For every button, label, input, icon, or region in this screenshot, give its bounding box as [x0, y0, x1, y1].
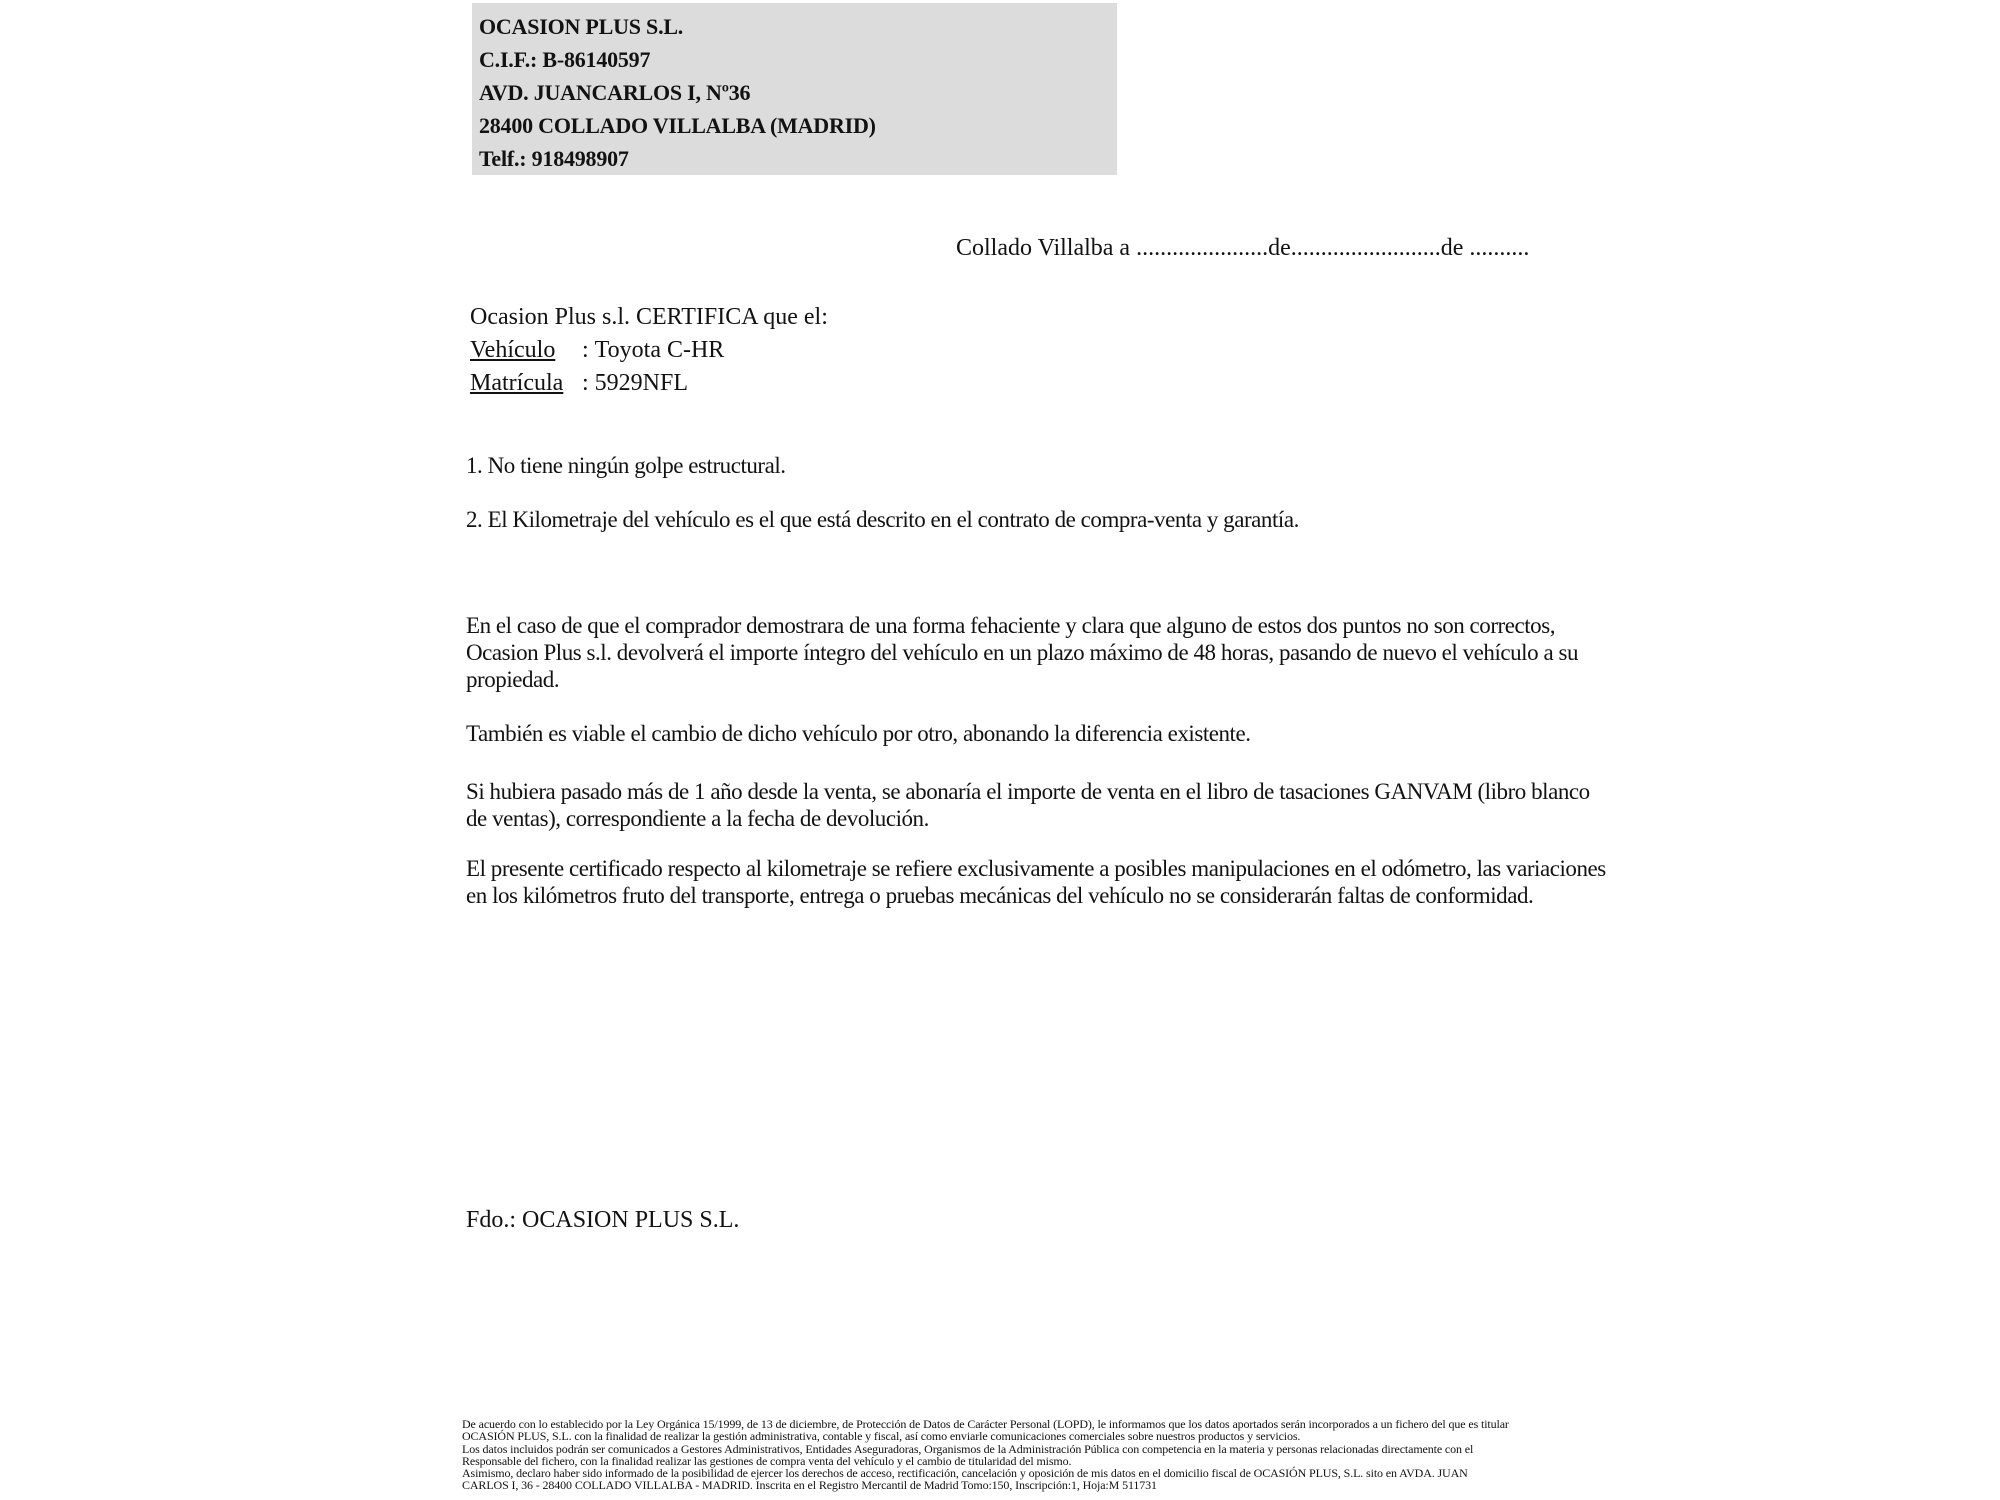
- paragraph-odometer: El presente certificado respecto al kilometraje se refiere exclusivamente a posibles manipulaciones en el odómetro, las variaciones en los kilómetros fruto del transporte, entrega o pruebas mecánicas del vehículo no se considerarán faltas de conformidad.: [466, 856, 1606, 908]
- vehicle-field: [470, 334, 828, 367]
- plate-field: [470, 367, 828, 400]
- plate-label: Matrícula: [470, 370, 564, 396]
- company-phone: Telf.: 918498907: [479, 146, 629, 171]
- paragraph-refund: En el caso de que el comprador demostrara de una forma fehaciente y clara que alguno de estos dos puntos no son correctos, Ocasion Plus s.l. devolverá el importe íntegro del vehículo en un plazo máximo de 48 horas, pasando de nuevo el vehículo a su propiedad.: [466, 613, 1579, 692]
- signature-line: Fdo.: OCASION PLUS S.L.: [466, 1207, 740, 1233]
- company-name: OCASION PLUS S.L.: [479, 14, 684, 39]
- legal-footer-line: Responsable del fichero, con la finalidad realizar las gestiones de compra venta del vehículo y el cambio de titularidad del mismo.: [462, 1453, 1072, 1468]
- legal-footer-line: CARLOS I, 36 - 28400 COLLADO VILLALBA - MADRID. Inscrita en el Registro Mercantil de Madrid Tomo:150, Inscripción:1, Hoja:M 511731: [462, 1478, 1157, 1493]
- legal-footer-line: Los datos incluidos podrán ser comunicados a Gestores Administrativos, Entidades Aseguradoras, Organismos de la Administración Pública con competencia en la materia y personas relacionadas directamente con el: [462, 1441, 1474, 1456]
- vehicle-value: Toyota C-HR: [594, 337, 725, 363]
- plate-value: 5929NFL: [594, 370, 689, 396]
- vehicle-separator: :: [582, 337, 589, 363]
- paragraph-ganvam: Si hubiera pasado más de 1 año desde la venta, se abonaría el importe de venta en el libro de tasaciones GANVAM (libro blanco de ventas), correspondiente a la fecha de devolución.: [466, 779, 1590, 831]
- plate-separator: :: [582, 370, 589, 396]
- legal-footer-line: De acuerdo con lo establecido por la Ley Orgánica 15/1999, de 13 de diciembre, de Protección de Datos de Carácter Personal (LOPD), le informamos que los datos aportados serán incorporados a un fichero del que es titular: [462, 1417, 1509, 1431]
- legal-footer-line: Asimismo, declaro haber sido informado de la posibilidad de ejercer los derechos de acceso, rectificación, cancelación y oposición de mis datos en el domicilio fiscal de OCASIÓN PLUS, S.L. sito en AVDA. JUAN: [462, 1466, 1468, 1481]
- vehicle-label: Vehículo: [470, 337, 556, 363]
- company-city: 28400 COLLADO VILLALBA (MADRID): [479, 113, 876, 138]
- company-address: AVD. JUANCARLOS I, Nº36: [479, 80, 751, 105]
- certification-block: [470, 301, 828, 400]
- company-cif: C.I.F.: B-86140597: [479, 47, 651, 72]
- date-line: Collado Villalba a ......................de.........................de ..........: [956, 235, 1530, 261]
- point-2: 2. El Kilometraje del vehículo es el que está descrito en el contrato de compra-venta y garantía.: [466, 507, 1299, 532]
- legal-footer-line: OCASIÓN PLUS, S.L. con la finalidad de realizar la gestión administrativa, contable y fiscal, así como enviarle comunicaciones comerciales sobre nuestros productos y servicios.: [462, 1429, 1301, 1444]
- legal-footer: [462, 1418, 1562, 1492]
- certification-intro: Ocasion Plus s.l. CERTIFICA que el:: [470, 304, 828, 330]
- paragraph-exchange: También es viable el cambio de dicho vehículo por otro, abonando la diferencia existente.: [466, 721, 1251, 746]
- company-header-box: [472, 3, 1117, 175]
- point-1: 1. No tiene ningún golpe estructural.: [466, 453, 786, 478]
